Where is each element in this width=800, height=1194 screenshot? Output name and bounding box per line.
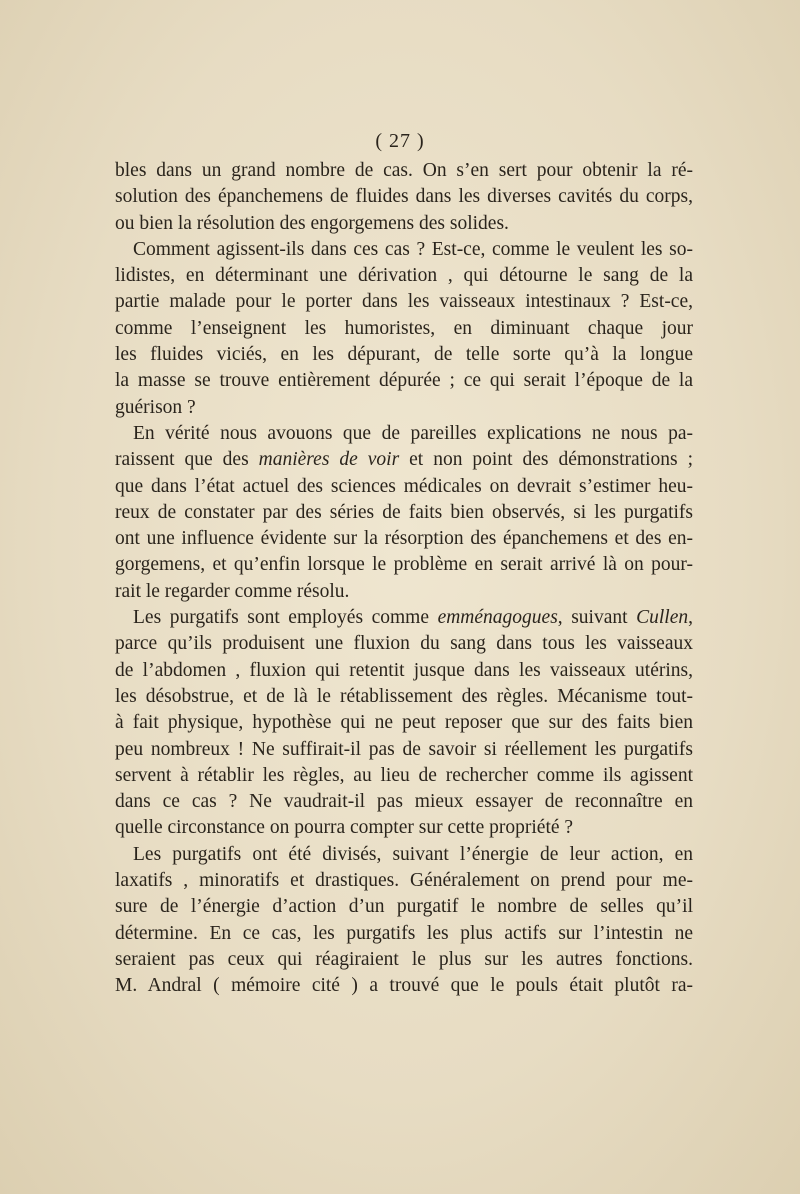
text-segment: lidistes, en déterminant une dérivation , qui détourne le sang de la xyxy=(115,265,693,287)
text-line xyxy=(115,500,693,526)
body-text xyxy=(115,158,693,1000)
text-segment: guérison ? xyxy=(115,396,196,418)
text-segment: partie malade pour le porter dans les vaisseaux intestinaux ? Est-ce, xyxy=(115,291,693,313)
text-line xyxy=(115,342,693,368)
text-segment: de l’abdomen , fluxion qui retentit jusque dans les vaisseaux utérins, xyxy=(115,659,693,681)
text-segment: solution des épanchemens de fluides dans les diverses cavités du corps, xyxy=(115,186,693,208)
text-segment: détermine. En ce cas, les purgatifs les plus actifs sur l’intestin ne xyxy=(115,922,693,944)
text-line xyxy=(115,921,693,947)
text-segment: servent à rétablir les règles, au lieu de rechercher comme ils agissent xyxy=(115,764,693,786)
text-segment: reux de constater par des séries de faits bien observés, si les purgatifs xyxy=(115,501,693,523)
text-segment: dans ce cas ? Ne vaudrait-il pas mieux essayer de reconnaître en xyxy=(115,791,693,813)
text-segment: bles dans un grand nombre de cas. On s’en sert pour obtenir la ré- xyxy=(115,160,693,181)
text-segment: la masse se trouve entièrement dépurée ; ce qui serait l’époque de la xyxy=(115,370,693,392)
text-line xyxy=(115,868,693,894)
text-line xyxy=(115,447,693,473)
text-line xyxy=(115,211,693,237)
text-segment: ou bien la résolution des engorgemens des solides. xyxy=(115,212,509,234)
text-line xyxy=(115,526,693,552)
text-segment: les fluides viciés, en les dépurant, de telle sorte qu’à la longue xyxy=(115,344,693,366)
text-segment: seraient pas ceux qui réagiraient le plus sur les autres fonctions. xyxy=(115,948,693,970)
text-segment: Les purgatifs sont employés comme xyxy=(133,607,438,629)
text-segment: sure de l’énergie d’action d’un purgatif le nombre de selles qu’il xyxy=(115,896,693,918)
text-line xyxy=(115,973,693,999)
italic-text: Cullen xyxy=(636,607,689,629)
text-segment: En vérité nous avouons que de pareilles explications ne nous pa- xyxy=(133,422,693,444)
text-segment: que dans l’état actuel des sciences médicales on devrait s’estimer heu- xyxy=(115,475,693,497)
text-segment: et non point des démonstrations ; xyxy=(399,449,693,471)
text-segment: rait le regarder comme résolu. xyxy=(115,580,350,602)
text-segment: ont une influence évidente sur la résorption des épanchemens et des en- xyxy=(115,528,693,550)
text-line xyxy=(115,289,693,315)
text-segment: , xyxy=(688,607,693,629)
text-line xyxy=(115,237,693,263)
text-segment: peu nombreux ! Ne suffirait-il pas de savoir si réellement les purgatifs xyxy=(115,738,693,760)
text-segment: M. Andral ( mémoire cité ) a trouvé que le pouls était plutôt ra- xyxy=(115,975,693,997)
text-line xyxy=(115,658,693,684)
text-segment: quelle circonstance on pourra compter sur cette propriété ? xyxy=(115,817,574,839)
text-segment: comme l’enseignent les humoristes, en diminuant chaque jour xyxy=(115,317,693,339)
text-segment: à fait physique, hypothèse qui ne peut reposer que sur des faits bien xyxy=(115,712,693,734)
text-line xyxy=(115,894,693,920)
text-segment: laxatifs , minoratifs et drastiques. Généralement on prend pour me- xyxy=(115,870,693,892)
text-line xyxy=(115,368,693,394)
text-line xyxy=(115,763,693,789)
text-segment: Les purgatifs ont été divisés, suivant l’énergie de leur action, en xyxy=(133,843,693,865)
page-number: ( 27 ) xyxy=(375,130,425,152)
text-line xyxy=(115,474,693,500)
text-line xyxy=(115,263,693,289)
text-segment: raissent que des xyxy=(115,449,259,471)
text-line xyxy=(115,605,693,631)
text-line xyxy=(115,815,693,841)
text-segment: gorgemens, et qu’enfin lorsque le problème en serait arrivé là on pour- xyxy=(115,554,693,576)
text-line xyxy=(115,737,693,763)
italic-text: emménagogues xyxy=(437,607,558,629)
text-line xyxy=(115,316,693,342)
text-segment: , suivant xyxy=(557,607,637,629)
text-line xyxy=(115,789,693,815)
text-line xyxy=(115,184,693,210)
text-line xyxy=(115,631,693,657)
text-line xyxy=(115,395,693,421)
text-line xyxy=(115,684,693,710)
text-line xyxy=(115,421,693,447)
text-segment: les désobstrue, et de là le rétablissement des règles. Mécanisme tout- xyxy=(115,685,693,707)
text-line xyxy=(115,579,693,605)
text-line xyxy=(115,710,693,736)
text-line xyxy=(115,947,693,973)
text-line xyxy=(115,842,693,868)
text-segment: Comment agissent-ils dans ces cas ? Est-ce, comme le veulent les so- xyxy=(133,238,693,260)
text-segment: parce qu’ils produisent une fluxion du sang dans tous les vaisseaux xyxy=(115,633,693,655)
text-line xyxy=(115,552,693,578)
italic-text: manières de voir xyxy=(258,449,400,471)
text-line xyxy=(115,158,693,184)
